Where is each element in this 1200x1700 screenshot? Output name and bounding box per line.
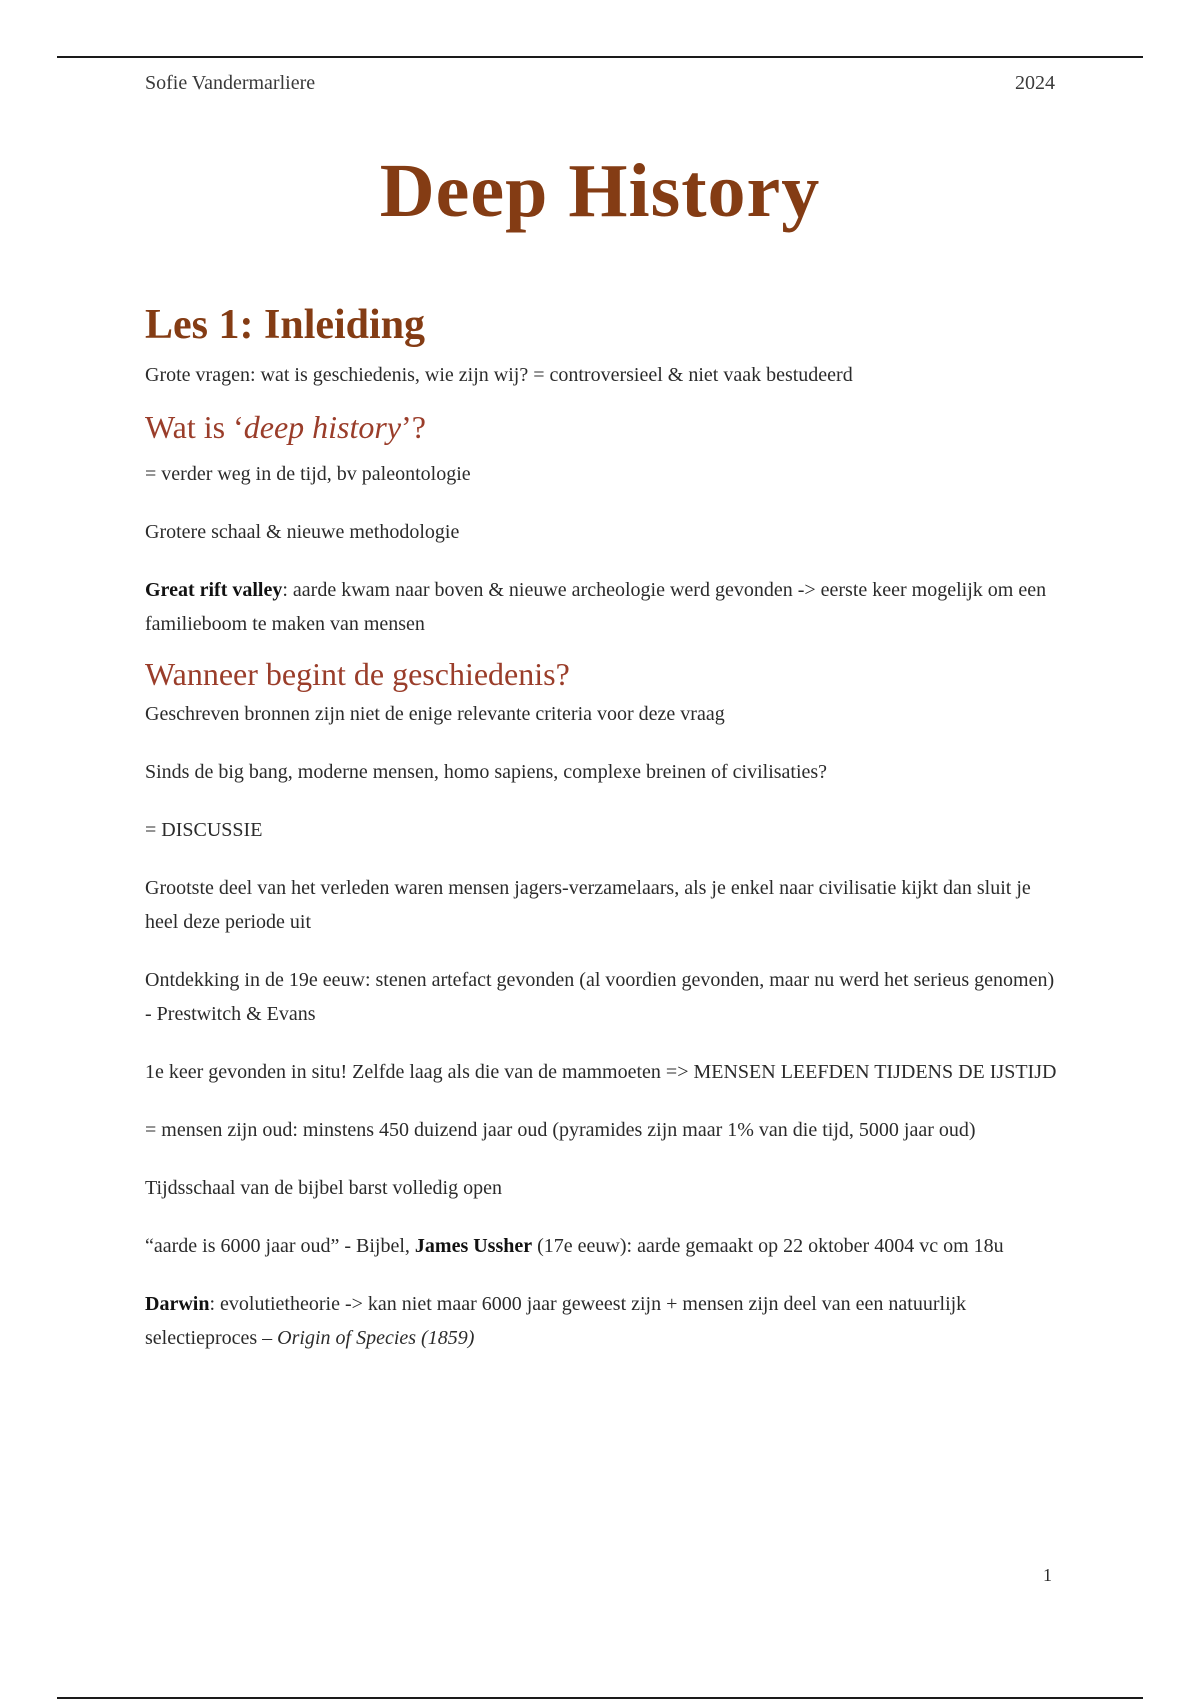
heading-italic: deep history	[243, 409, 402, 446]
paragraph: Tijdsschaal van de bijbel barst volledig open	[145, 1177, 502, 1200]
document-title: Deep History	[379, 149, 821, 233]
page-number: 1	[1043, 1565, 1052, 1585]
paragraph: = verder weg in de tijd, bv paleontologie	[145, 462, 471, 485]
paragraph: = DISCUSSIE	[145, 819, 263, 842]
header-year: 2024	[1015, 72, 1055, 94]
bottom-rule	[57, 1697, 1143, 1699]
paragraph-ussher: “aarde is 6000 jaar oud” - Bijbel, James Ussher (17e eeuw): aarde gemaakt op 22 oktober 4004 vc om 18u	[145, 1235, 1004, 1258]
bold-term: Darwin	[145, 1293, 210, 1316]
paragraph: 1e keer gevonden in situ! Zelfde laag als die van de mammoeten => MENSEN LEEFDEN TIJDENS DE IJSTIJD	[145, 1061, 1057, 1084]
paragraph: Geschreven bronnen zijn niet de enige relevante criteria voor deze vraag	[145, 703, 725, 726]
bold-term: Great rift valley	[145, 578, 283, 601]
paragraph: = mensen zijn oud: minstens 450 duizend jaar oud (pyramides zijn maar 1% van die tijd, 5000 jaar oud)	[145, 1119, 976, 1142]
document-body	[145, 300, 1060, 1355]
paragraph: Grotere schaal & nieuwe methodologie	[145, 520, 460, 543]
paragraph: Ontdekking in de 19e eeuw: stenen artefact gevonden (al voordien gevonden, maar nu werd het serieus genomen) - Prestwitch & Evans	[145, 969, 1055, 1026]
italic-citation: Origin of Species (1859)	[277, 1327, 475, 1350]
lesson-intro: Grote vragen: wat is geschiedenis, wie zijn wij? = controversieel & niet vaak bestudeerd	[145, 364, 853, 387]
header-author: Sofie Vandermarliere	[145, 72, 316, 94]
paragraph: Grootste deel van het verleden waren mensen jagers-verzamelaars, als je enkel naar civilisatie kijkt dan sluit je heel deze periode uit	[145, 877, 1031, 934]
paragraph-darwin: Darwin: evolutietheorie -> kan niet maar 6000 jaar geweest zijn + mensen zijn deel van een natuurlijk selectieproces – Origin of Species (1859)	[145, 1293, 967, 1350]
section-heading-deep-history: Wat is ‘deep history’?	[145, 409, 426, 446]
paragraph-great-rift-valley: Great rift valley: aarde kwam naar boven & nieuwe archeologie werd gevonden -> eerste keer mogelijk om een familieboom te maken van mensen	[145, 578, 1047, 635]
lesson-heading: Les 1: Inleiding	[145, 302, 426, 348]
top-rule	[57, 56, 1143, 58]
section-heading-when-history: Wanneer begint de geschiedenis?	[145, 655, 570, 692]
bold-term: James Ussher	[414, 1235, 533, 1258]
paragraph: Sinds de big bang, moderne mensen, homo sapiens, complexe breinen of civilisaties?	[145, 761, 828, 784]
